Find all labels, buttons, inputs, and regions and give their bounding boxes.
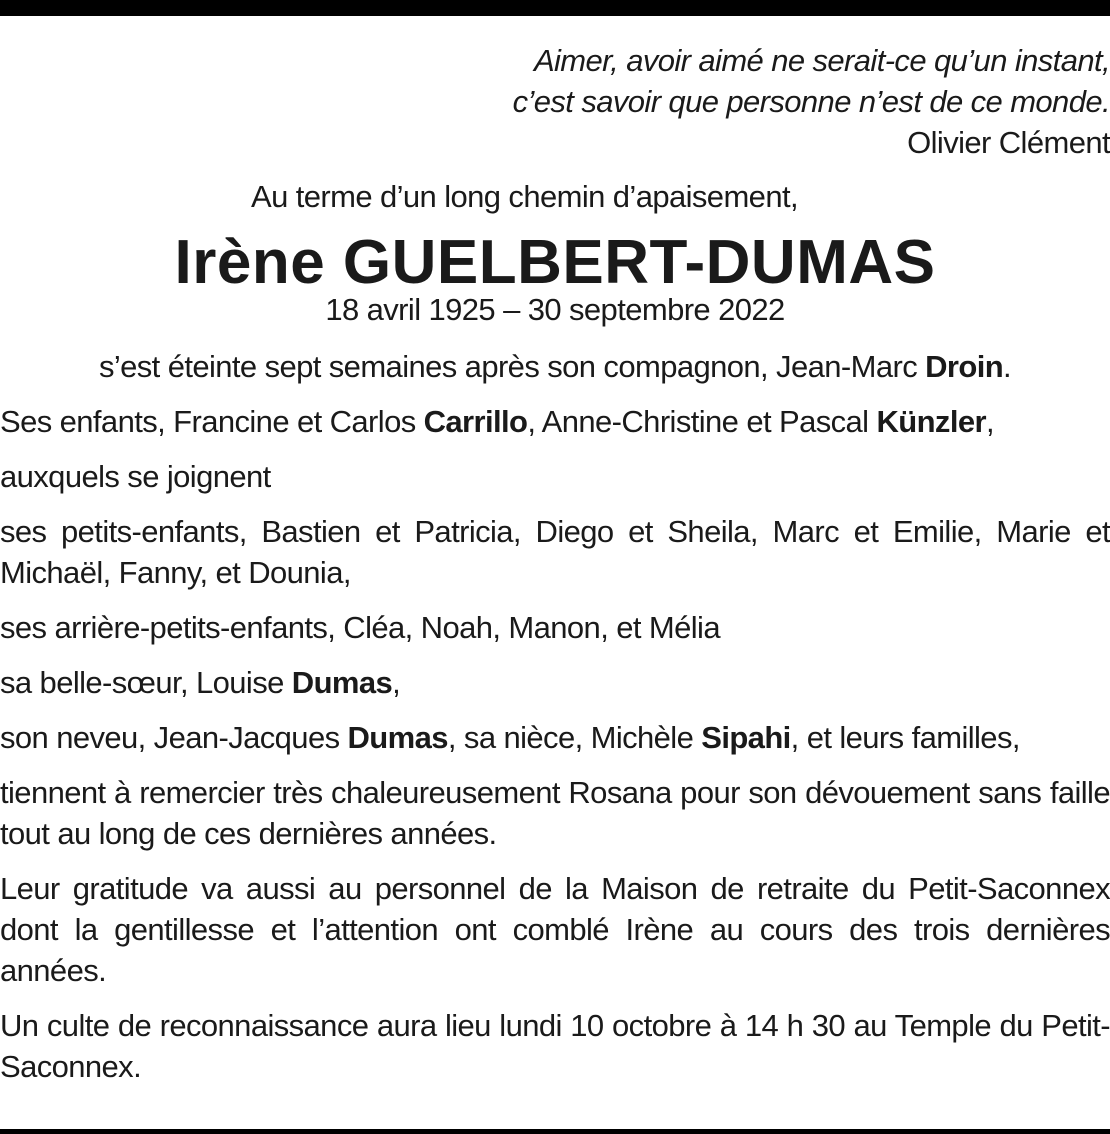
sister-in-law-line — [0, 662, 1110, 703]
children-text-2: , Anne-Christine et Pascal — [527, 404, 877, 439]
nephew-surname-1: Dumas — [347, 720, 448, 755]
children-surname-2: Künzler — [876, 404, 986, 439]
great-grandchildren-line: ses arrière-petits-enfants, Cléa, Noah, Manon, et Mélia — [0, 610, 720, 645]
epigraph-line-2: c’est savoir que personne n’est de ce monde. — [512, 84, 1110, 119]
deceased-name: Irène GUELBERT-DUMAS — [174, 228, 936, 297]
passing-text: s’est éteinte sept semaines après son compagnon, Jean-Marc — [98, 349, 926, 384]
bottom-border — [0, 1129, 1110, 1134]
intro-line: Au terme d’un long chemin d’apaisement, — [251, 179, 798, 214]
nephew-surname-2: Sipahi — [701, 720, 791, 755]
joined-line: auxquels se joignent — [0, 459, 271, 494]
gratitude-paragraph: Leur gratitude va aussi au personnel de la Maison de retraite du Petit-Saconnex dont la gentillesse et l’attention ont comblé Irène au cours des trois dernières années. — [0, 871, 1110, 988]
epigraph — [0, 40, 1110, 163]
sister-in-law-end: , — [392, 665, 401, 700]
children-surname-1: Carrillo — [423, 404, 528, 439]
grandchildren-line: ses petits-enfants, Bastien et Patricia, Diego et Sheila, Marc et Emilie, Marie et Michaël, Fanny, et Dounia, — [0, 514, 1110, 590]
obituary — [0, 40, 1110, 1087]
children-text-1: Ses enfants, Francine et Carlos — [0, 404, 424, 439]
top-border — [0, 0, 1110, 16]
nephew-text-3: , et leurs familles, — [790, 720, 1020, 755]
companion-surname: Droin — [925, 349, 1004, 384]
nephew-line — [0, 717, 1110, 758]
children-line — [0, 401, 1110, 442]
thanks-paragraph: tiennent à remercier très chaleureusement Rosana pour son dévouement sans faille tout au long de ces dernières années. — [0, 775, 1110, 851]
passing-end: . — [1003, 349, 1012, 384]
sister-in-law-surname: Dumas — [291, 665, 393, 700]
nephew-text-2: , sa nièce, Michèle — [447, 720, 702, 755]
service-paragraph: Un culte de reconnaissance aura lieu lundi 10 octobre à 14 h 30 au Temple du Petit-Saconnex. — [0, 1008, 1110, 1084]
passing-statement — [0, 347, 1110, 387]
epigraph-author: Olivier Clément — [907, 125, 1110, 160]
sister-in-law-text: sa belle-sœur, Louise — [0, 665, 292, 700]
nephew-text-1: son neveu, Jean-Jacques — [0, 720, 348, 755]
life-dates: 18 avril 1925 – 30 septembre 2022 — [325, 292, 785, 327]
children-end: , — [985, 404, 994, 439]
epigraph-line-1: Aimer, avoir aimé ne serait-ce qu’un instant, — [533, 43, 1110, 78]
